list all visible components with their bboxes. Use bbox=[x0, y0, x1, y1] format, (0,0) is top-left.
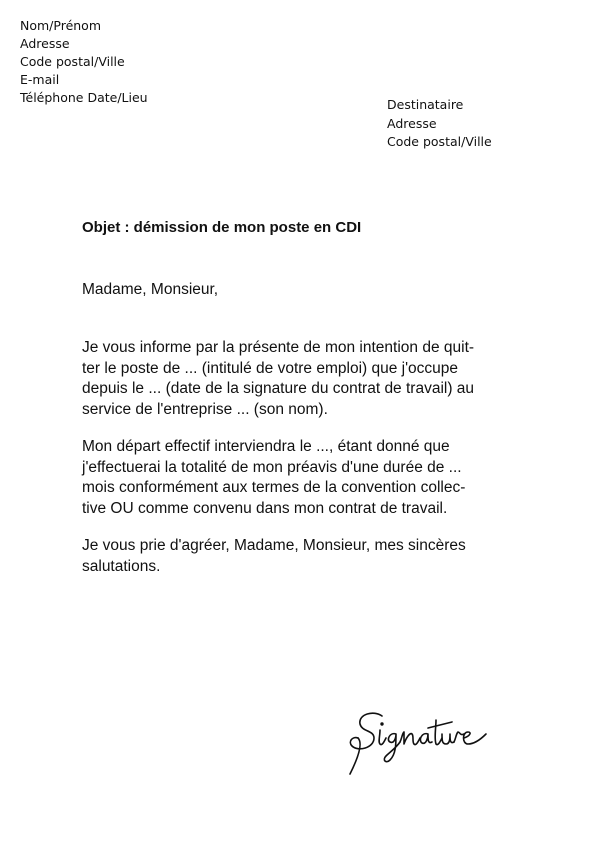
sender-postal-city: Code postal/Ville bbox=[20, 54, 125, 69]
paragraph-line: service de l'entreprise ... (son nom). bbox=[82, 400, 328, 418]
sender-address-block bbox=[20, 17, 148, 107]
paragraph-line: tive OU comme convenu dans mon contrat de travail. bbox=[82, 499, 448, 517]
letter-salutation: Madame, Monsieur, bbox=[82, 281, 219, 298]
handwritten-signature bbox=[344, 700, 494, 780]
recipient-address: Adresse bbox=[387, 115, 437, 131]
recipient-postal-city: Code postal/Ville bbox=[387, 134, 492, 149]
paragraph-departure bbox=[82, 437, 465, 519]
recipient-address-block bbox=[387, 96, 492, 152]
paragraph-closing bbox=[82, 536, 466, 577]
letter-subject: Objet : démission de mon poste en CDI bbox=[82, 219, 362, 236]
paragraph-line: Mon départ effectif interviendra le ..., étant donné que bbox=[82, 438, 450, 455]
paragraph-line: salutations. bbox=[82, 557, 161, 575]
paragraph-line: Je vous prie d'agréer, Madame, Monsieur, mes sincères bbox=[82, 537, 466, 554]
recipient-name: Destinataire bbox=[387, 97, 464, 112]
paragraph-line: j'effectuerai la totalité de mon préavis d'une durée de ... bbox=[82, 458, 462, 476]
sender-email: E-mail bbox=[20, 72, 60, 87]
paragraph-line: mois conformément aux termes de la convention collec- bbox=[82, 479, 466, 496]
sender-address: Adresse bbox=[20, 36, 70, 51]
paragraph-line: ter le poste de ... (intitulé de votre emploi) que j'occupe bbox=[82, 359, 459, 377]
sender-name: Nom/Prénom bbox=[20, 18, 102, 33]
sender-phone-date-place: Téléphone Date/Lieu bbox=[20, 90, 148, 105]
paragraph-line: depuis le ... (date de la signature du contrat de travail) au bbox=[82, 380, 475, 397]
paragraph-intention bbox=[82, 338, 474, 420]
paragraph-line: Je vous informe par la présente de mon intention de quit- bbox=[82, 339, 475, 356]
